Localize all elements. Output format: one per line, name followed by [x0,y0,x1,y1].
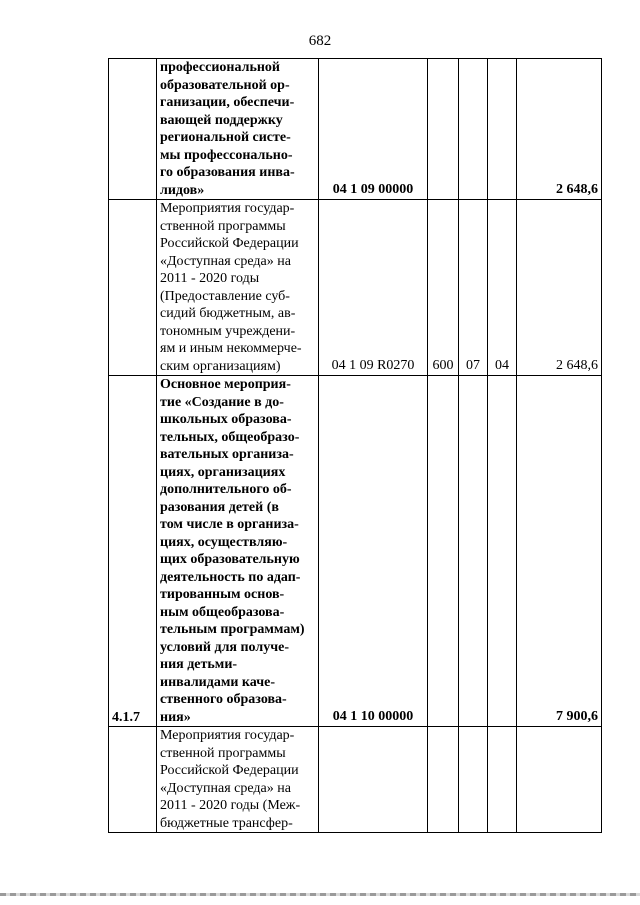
row-name [157,376,319,727]
name-line: бюджетные трансфер- [160,815,293,831]
name-line: ским организациям) [160,358,281,374]
name-line: мы профессонально- [160,147,293,163]
row-number [109,59,157,200]
section-code [459,376,488,727]
subsection-code [488,59,517,200]
amount [517,727,602,833]
table-row [109,376,602,727]
expense-type-code [428,376,459,727]
name-line: Российской Федерации [160,236,299,251]
expense-type-code: 600 [428,200,459,376]
section-code [459,727,488,833]
name-line: 2011 - 2020 годы [160,271,260,286]
name-line: Мероприятия государ- [160,728,295,743]
name-line: ным общеобразова- [160,604,285,620]
name-line: го образования инва- [160,165,295,180]
expense-type-code [428,727,459,833]
scan-edge-divider [0,893,640,896]
name-line: Основное мероприя- [160,377,291,392]
name-line: дополнительного об- [160,482,292,497]
row-name [157,200,319,376]
name-line: вательных организа- [160,447,294,462]
name-line: «Доступная среда» на [160,780,291,796]
name-line: ганизации, обеспечи- [160,95,295,110]
name-line: тономным учреждени- [160,323,296,339]
amount: 7 900,6 [517,376,602,727]
name-line: циях, осуществляю- [160,534,288,550]
name-line: Мероприятия государ- [160,201,295,216]
page-number: 682 [308,33,332,49]
name-line: тельных, общеобразо- [160,429,300,445]
name-line: профессиональной [160,60,280,75]
amount: 2 648,6 [517,59,602,200]
name-line: тие «Создание в до- [160,394,284,410]
name-line: образовательной ор- [160,77,290,93]
name-line: вающей поддержку [160,112,283,128]
table-row [109,200,602,376]
subsection-code [488,727,517,833]
subsection-code [488,376,517,727]
expense-type-code [428,59,459,200]
name-line: ям и иным некоммерче- [160,341,302,356]
name-line: школьных образова- [160,412,292,427]
name-line: лидов» [160,182,205,198]
row-name [157,59,319,200]
row-number: 4.1.7 [109,376,157,727]
table-row [109,59,602,200]
section-code [459,59,488,200]
name-line: 2011 - 2020 годы (Меж- [160,798,301,813]
name-line: ния детьми- [160,657,238,672]
classification-code: 04 1 10 00000 [319,376,428,727]
name-line: циях, организациях [160,464,286,480]
row-number [109,200,157,376]
name-line: тированным основ- [160,587,285,602]
name-line: условий для получе- [160,639,290,655]
name-line: деятельность по адап- [160,569,301,585]
name-line: ния» [160,709,191,725]
classification-code: 04 1 09 00000 [319,59,428,200]
row-number [109,727,157,833]
name-line: Российской Федерации [160,763,299,778]
section-code: 07 [459,200,488,376]
subsection-code: 04 [488,200,517,376]
name-line: том числе в организа- [160,517,299,532]
amount: 2 648,6 [517,200,602,376]
name-line: тельным программам) [160,622,305,637]
name-line: «Доступная среда» на [160,253,291,269]
row-name [157,727,319,833]
classification-code [319,727,428,833]
name-line: инвалидами каче- [160,674,275,690]
name-line: щих образовательную [160,552,300,567]
name-line: ственной программы [160,745,286,761]
name-line: сидий бюджетным, ав- [160,306,296,321]
name-line: ственного образова- [160,692,287,707]
name-line: (Предоставление суб- [160,288,290,304]
name-line: ственной программы [160,218,286,234]
table-row [109,727,602,833]
classification-code: 04 1 09 R0270 [319,200,428,376]
name-line: региональной систе- [160,130,291,145]
name-line: разования детей (в [160,499,279,515]
budget-table [108,58,602,833]
